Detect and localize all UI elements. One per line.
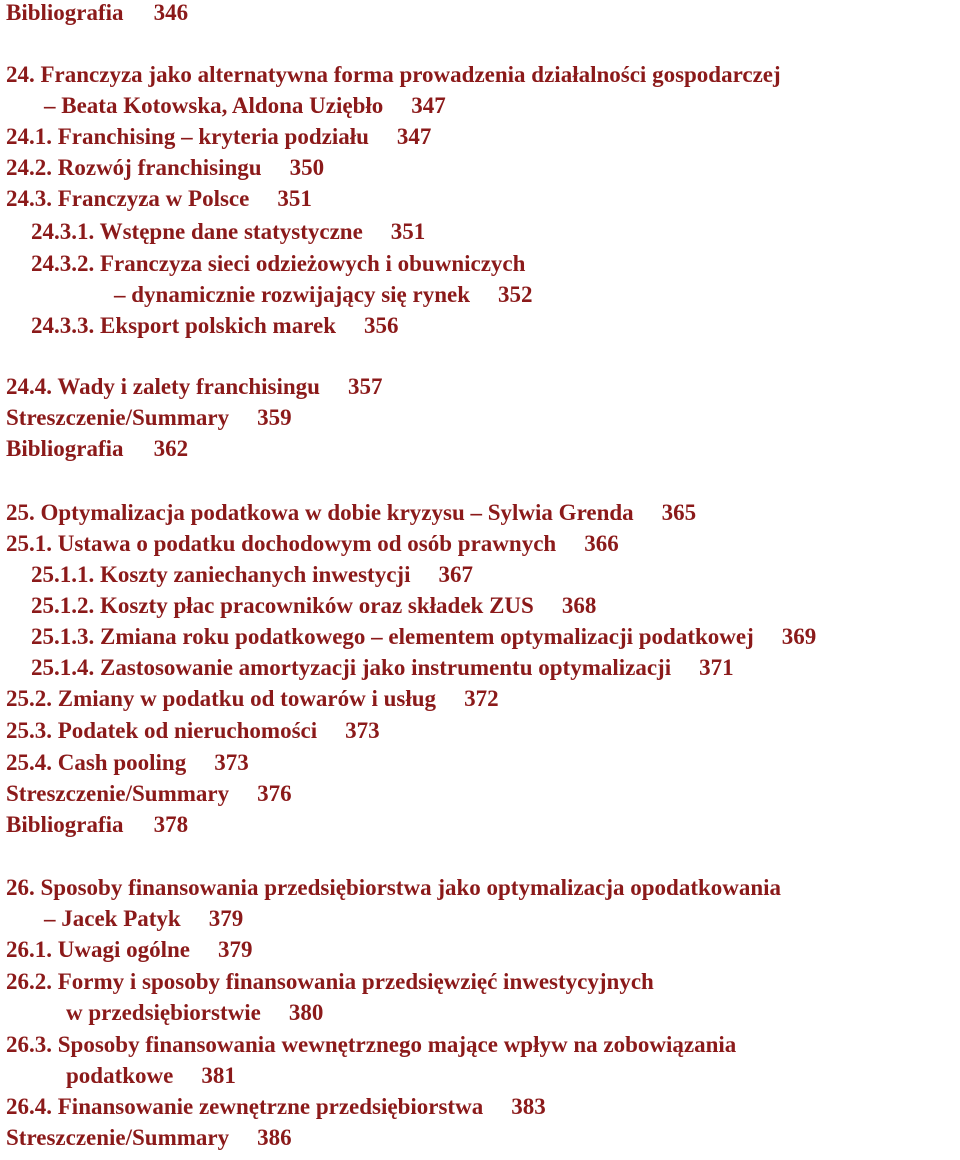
toc-chapter-title: 26. Sposoby finansowania przedsiębiorstwa jako optymalizacja opodatkowania: [6, 875, 782, 900]
toc-entry: 25.1.1. Koszty zaniechanych inwestycji 367: [31, 562, 473, 587]
toc-entry: 25.4. Cash pooling 373: [6, 750, 249, 775]
toc-chapter-authors: – Jacek Patyk 379: [44, 906, 244, 931]
toc-entry: Bibliografia 378: [6, 812, 189, 837]
toc-entry: 24.1. Franchising – kryteria podziału 347: [6, 124, 432, 149]
toc-entry: 25.1.3. Zmiana roku podatkowego – elementem optymalizacji podatkowej 369: [31, 624, 817, 649]
toc-entry: Bibliografia 362: [6, 436, 189, 461]
toc-entry: 24.2. Rozwój franchisingu 350: [6, 155, 325, 180]
toc-entry: 26.2. Formy i sposoby finansowania przedsięwzięć inwestycyjnych: [6, 969, 654, 994]
toc-entry: Bibliografia 346: [6, 0, 189, 25]
toc-entry: 26.1. Uwagi ogólne 379: [6, 937, 253, 962]
toc-entry: 25.2. Zmiany w podatku od towarów i usług 372: [6, 686, 499, 711]
toc-entry-continuation: w przedsiębiorstwie 380: [66, 1000, 324, 1025]
toc-entry: 25.3. Podatek od nieruchomości 373: [6, 718, 380, 743]
toc-entry-continuation: podatkowe 381: [66, 1063, 236, 1088]
toc-chapter-title: 25. Optymalizacja podatkowa w dobie kryzysu – Sylwia Grenda 365: [6, 500, 697, 525]
toc-entry: Streszczenie/Summary 376: [6, 781, 292, 806]
toc-entry: 25.1.2. Koszty płac pracowników oraz składek ZUS 368: [31, 593, 597, 618]
toc-entry-continuation: – dynamicznie rozwijający się rynek 352: [114, 282, 533, 307]
toc-entry: 25.1. Ustawa o podatku dochodowym od osób prawnych 366: [6, 531, 619, 556]
toc-entry: Streszczenie/Summary 359: [6, 405, 292, 430]
toc-chapter-authors: – Beata Kotowska, Aldona Uziębło 347: [44, 93, 446, 118]
toc-entry: 24.3.3. Eksport polskich marek 356: [31, 313, 399, 338]
toc-entry: 26.3. Sposoby finansowania wewnętrznego mające wpływ na zobowiązania: [6, 1032, 737, 1057]
toc-entry: 24.4. Wady i zalety franchisingu 357: [6, 374, 383, 399]
toc-entry: 24.3.1. Wstępne dane statystyczne 351: [31, 219, 426, 244]
toc-entry: 25.1.4. Zastosowanie amortyzacji jako instrumentu optymalizacji 371: [31, 655, 734, 680]
toc-entry: 26.4. Finansowanie zewnętrzne przedsiębiorstwa 383: [6, 1094, 546, 1119]
toc-entry: 24.3.2. Franczyza sieci odzieżowych i obuwniczych: [31, 251, 526, 276]
toc-entry: 24.3. Franczyza w Polsce 351: [6, 186, 312, 211]
toc-entry: Streszczenie/Summary 386: [6, 1125, 292, 1150]
toc-chapter-title: 24. Franczyza jako alternatywna forma prowadzenia działalności gospodarczej: [6, 62, 781, 87]
